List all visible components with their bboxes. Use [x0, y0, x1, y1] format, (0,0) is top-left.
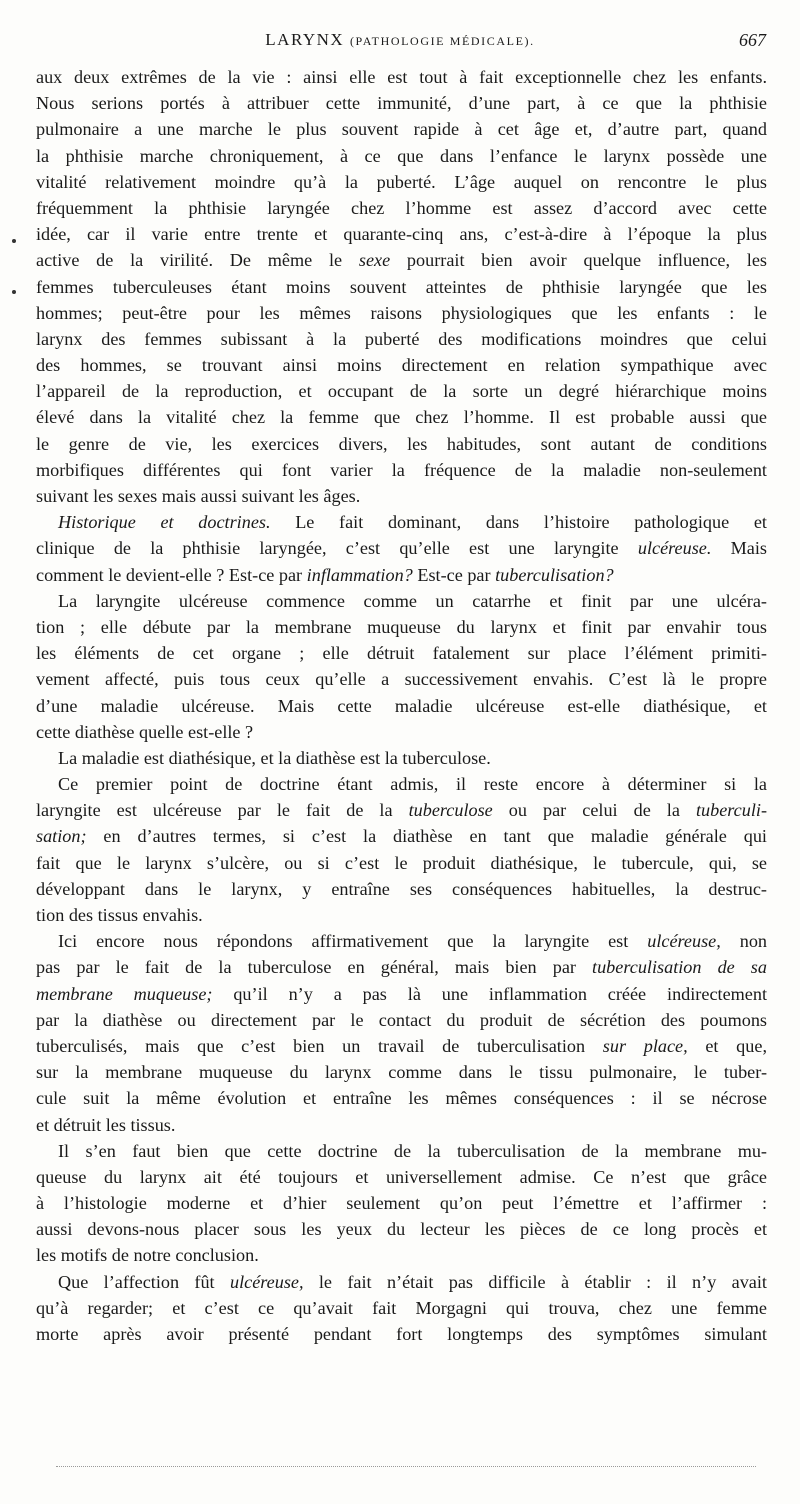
text-line [36, 614, 767, 640]
text-run: la phthisie marche chroniquement, à ce que dans l’enfance le larynx possède une [36, 145, 767, 166]
text-run: Ici encore nous répondons affirmativement que la laryngite est [58, 931, 648, 952]
text-run: cule suit la même évolution et entraîne les mêmes conséquences : il se nécrose [36, 1088, 767, 1109]
text-run: comment le devient-elle ? Est-ce par [36, 564, 307, 585]
text-run: morbifiques différentes qui font varier la fréquence de la maladie non-seulement [36, 459, 767, 480]
text-line [36, 64, 767, 90]
text-run: Nous serions portés à attribuer cette immunité, d’une part, à ce que la phthisie [36, 93, 767, 114]
text-line [36, 902, 767, 928]
text-run: clinique de la phthisie laryngée, c’est qu’elle est une laryngite [36, 538, 638, 559]
text-run: et détruit les tissus. [36, 1114, 176, 1135]
text-line [36, 247, 767, 273]
text-line [36, 169, 767, 195]
text-line [36, 352, 767, 378]
body-text [36, 64, 767, 1347]
text-run: pas par le fait de la tuberculose en général, mais bien par [36, 957, 593, 978]
text-line [36, 719, 767, 745]
text-run: d’une maladie ulcéreuse. Mais cette maladie ulcéreuse est-elle diathésique, et [36, 695, 767, 716]
text-line [36, 90, 767, 116]
italic-text: sur place, [602, 1035, 688, 1056]
text-line [36, 1242, 767, 1268]
margin-mark [12, 290, 16, 294]
text-run: morte après avoir présenté pendant fort longtemps des symptômes simulant [36, 1324, 767, 1344]
text-run: queuse du larynx ait été toujours et universellement admise. Ce n’est que grâce [36, 1166, 767, 1187]
text-run: suivant les sexes mais aussi suivant les âges. [36, 486, 361, 506]
text-line [36, 326, 767, 352]
italic-text: tuberculose [408, 800, 493, 821]
text-run: l’appareil de la reproduction, et occupant de la sorte un degré hiérarchique moins [36, 381, 767, 402]
text-run: La laryngite ulcéreuse commence comme un catarrhe et finit par une ulcéra- [58, 590, 767, 611]
footer-rule [56, 1466, 756, 1467]
text-run: femmes tuberculeuses étant moins souvent atteintes de phthisie laryngée que les [36, 276, 767, 297]
running-head [0, 30, 800, 50]
text-line [36, 221, 767, 247]
text-run: à l’histologie moderne et d’hier seulement qu’on peut l’émettre et l’affirmer : [36, 1193, 767, 1214]
text-line [36, 1269, 767, 1295]
text-run: sur la membrane muqueuse du larynx comme dans le tissu pulmonaire, le tuber- [36, 1062, 767, 1083]
text-line [36, 876, 767, 902]
text-line [36, 797, 767, 823]
text-run: tion des tissus envahis. [36, 905, 203, 925]
italic-text: ulcéreuse. [637, 538, 712, 559]
text-run: Il s’en faut bien que cette doctrine de la tuberculisation de la membrane mu- [58, 1140, 767, 1161]
text-run: vitalité relativement moindre qu’à la puberté. L’âge auquel on rencontre le plus [36, 171, 767, 192]
page-header [0, 30, 800, 56]
text-line [36, 509, 767, 535]
text-run: le genre de vie, les exercices divers, les habitudes, sont autant de conditions [36, 433, 767, 454]
text-run: hommes; peut-être pour les mêmes raisons physiologiques que les enfants : le [36, 302, 767, 323]
text-line [36, 1138, 767, 1164]
text-run: pourrait bien avoir quelque influence, les [390, 250, 767, 271]
text-run: active de la virilité. De même le [36, 250, 359, 271]
italic-text: ulcéreuse, [647, 931, 721, 952]
text-run: Le fait dominant, dans l’histoire pathologique et [270, 512, 767, 533]
text-line [36, 1295, 767, 1321]
text-run: Que l’affection fût [58, 1271, 230, 1292]
text-run: laryngite est ulcéreuse par le fait de la [36, 800, 409, 821]
italic-text: ulcéreuse, [229, 1271, 304, 1292]
running-head-title: LARYNX [265, 30, 345, 49]
text-line [36, 1112, 767, 1138]
text-line [36, 116, 767, 142]
text-line [36, 1321, 767, 1347]
margin-mark [12, 239, 16, 243]
running-head-subtitle: (PATHOLOGIE MÉDICALE). [349, 34, 535, 48]
text-run: et que, [687, 1035, 767, 1056]
text-run: développant dans le larynx, y entraîne ses conséquences habituelles, la destruc- [36, 878, 767, 899]
text-line [36, 588, 767, 614]
text-run: aux deux extrêmes de la vie : ainsi elle est tout à fait exceptionnelle chez les enfants. [36, 67, 767, 87]
text-line [36, 1190, 767, 1216]
text-run: tuberculisés, mais que c’est bien un travail de tuberculisation [36, 1035, 603, 1056]
text-run: en d’autres termes, si c’est la diathèse en tant que maladie générale qui [86, 826, 767, 847]
text-line [36, 981, 767, 1007]
text-line [36, 771, 767, 797]
text-line [36, 195, 767, 221]
text-line [36, 1085, 767, 1111]
text-run: fait que le larynx s’ulcère, ou si c’est le produit diathésique, le tubercule, qui, se [36, 852, 767, 873]
text-line [36, 535, 767, 561]
text-run: élevé dans la vitalité chez la femme que chez l’homme. Il est probable aussi que [36, 407, 767, 428]
italic-text: tuberculi- [695, 800, 767, 821]
text-run: des hommes, se trouvant ainsi moins directement en relation sympathique avec [36, 355, 767, 376]
text-line [36, 928, 767, 954]
text-run: vement affecté, puis tous ceux qu’elle a successivement envahis. C’est là le propre [36, 669, 767, 690]
text-run: Ce premier point de doctrine étant admis, il reste encore à déterminer si la [58, 774, 767, 795]
text-run: idée, car il varie entre trente et quarante-cinq ans, c’est-à-dire à l’époque la plus [36, 224, 767, 245]
text-line [36, 823, 767, 849]
text-run: par la diathèse ou directement par le contact du produit de sécrétion des poumons [36, 1009, 767, 1030]
text-line [36, 1164, 767, 1190]
text-line [36, 274, 767, 300]
text-line [36, 693, 767, 719]
text-line [36, 745, 767, 771]
text-line [36, 431, 767, 457]
text-line [36, 483, 767, 509]
text-run: les motifs de notre conclusion. [36, 1245, 259, 1266]
text-run: pulmonaire a une marche le plus souvent rapide à cet âge et, d’autre part, quand [36, 119, 767, 140]
text-run: Est-ce par [412, 564, 496, 585]
text-run: La maladie est diathésique, et la diathèse est la tuberculose. [58, 747, 491, 768]
text-line [36, 404, 767, 430]
text-line [36, 562, 767, 588]
page-number: 667 [739, 30, 766, 50]
text-run: les éléments de cet organe ; elle détruit fatalement sur place l’élément primiti- [36, 643, 767, 664]
text-run: cette diathèse quelle est-elle ? [36, 721, 254, 742]
text-line [36, 1216, 767, 1242]
italic-text: inflammation? [306, 564, 413, 585]
text-run: qu’il n’y a pas là une inflammation créée indirectement [212, 983, 768, 1004]
italic-text: sation; [36, 826, 87, 847]
italic-text: tuberculisation de sa [592, 957, 767, 978]
text-run: le fait n’était pas difficile à établir : il n’y avait [303, 1271, 767, 1292]
italic-text: Historique et doctrines. [58, 512, 271, 533]
text-line [36, 666, 767, 692]
text-line [36, 378, 767, 404]
text-run: larynx des femmes subissant à la puberté des modifications moindres que celui [36, 328, 767, 349]
italic-text: tuberculisation? [495, 564, 614, 585]
text-run: tion ; elle débute par la membrane muqueuse du larynx et finit par envahir tous [36, 616, 767, 637]
text-run: fréquemment la phthisie laryngée chez l’homme est assez d’accord avec cette [36, 197, 767, 218]
text-line [36, 954, 767, 980]
italic-text: membrane muqueuse; [36, 983, 213, 1004]
text-run: ou par celui de la [492, 800, 696, 821]
text-line [36, 1033, 767, 1059]
text-line [36, 1007, 767, 1033]
text-run: non [720, 931, 768, 952]
text-run: qu’à regarder; et c’est ce qu’avait fait Morgagni qui trouva, chez une femme [36, 1297, 767, 1318]
text-line [36, 300, 767, 326]
text-run: aussi devons-nous placer sous les yeux du lecteur les pièces de ce long procès et [36, 1219, 767, 1240]
text-line [36, 143, 767, 169]
text-line [36, 640, 767, 666]
text-run: Mais [711, 538, 768, 559]
italic-text: sexe [358, 250, 391, 271]
text-line [36, 457, 767, 483]
text-line [36, 1059, 767, 1085]
text-line [36, 850, 767, 876]
